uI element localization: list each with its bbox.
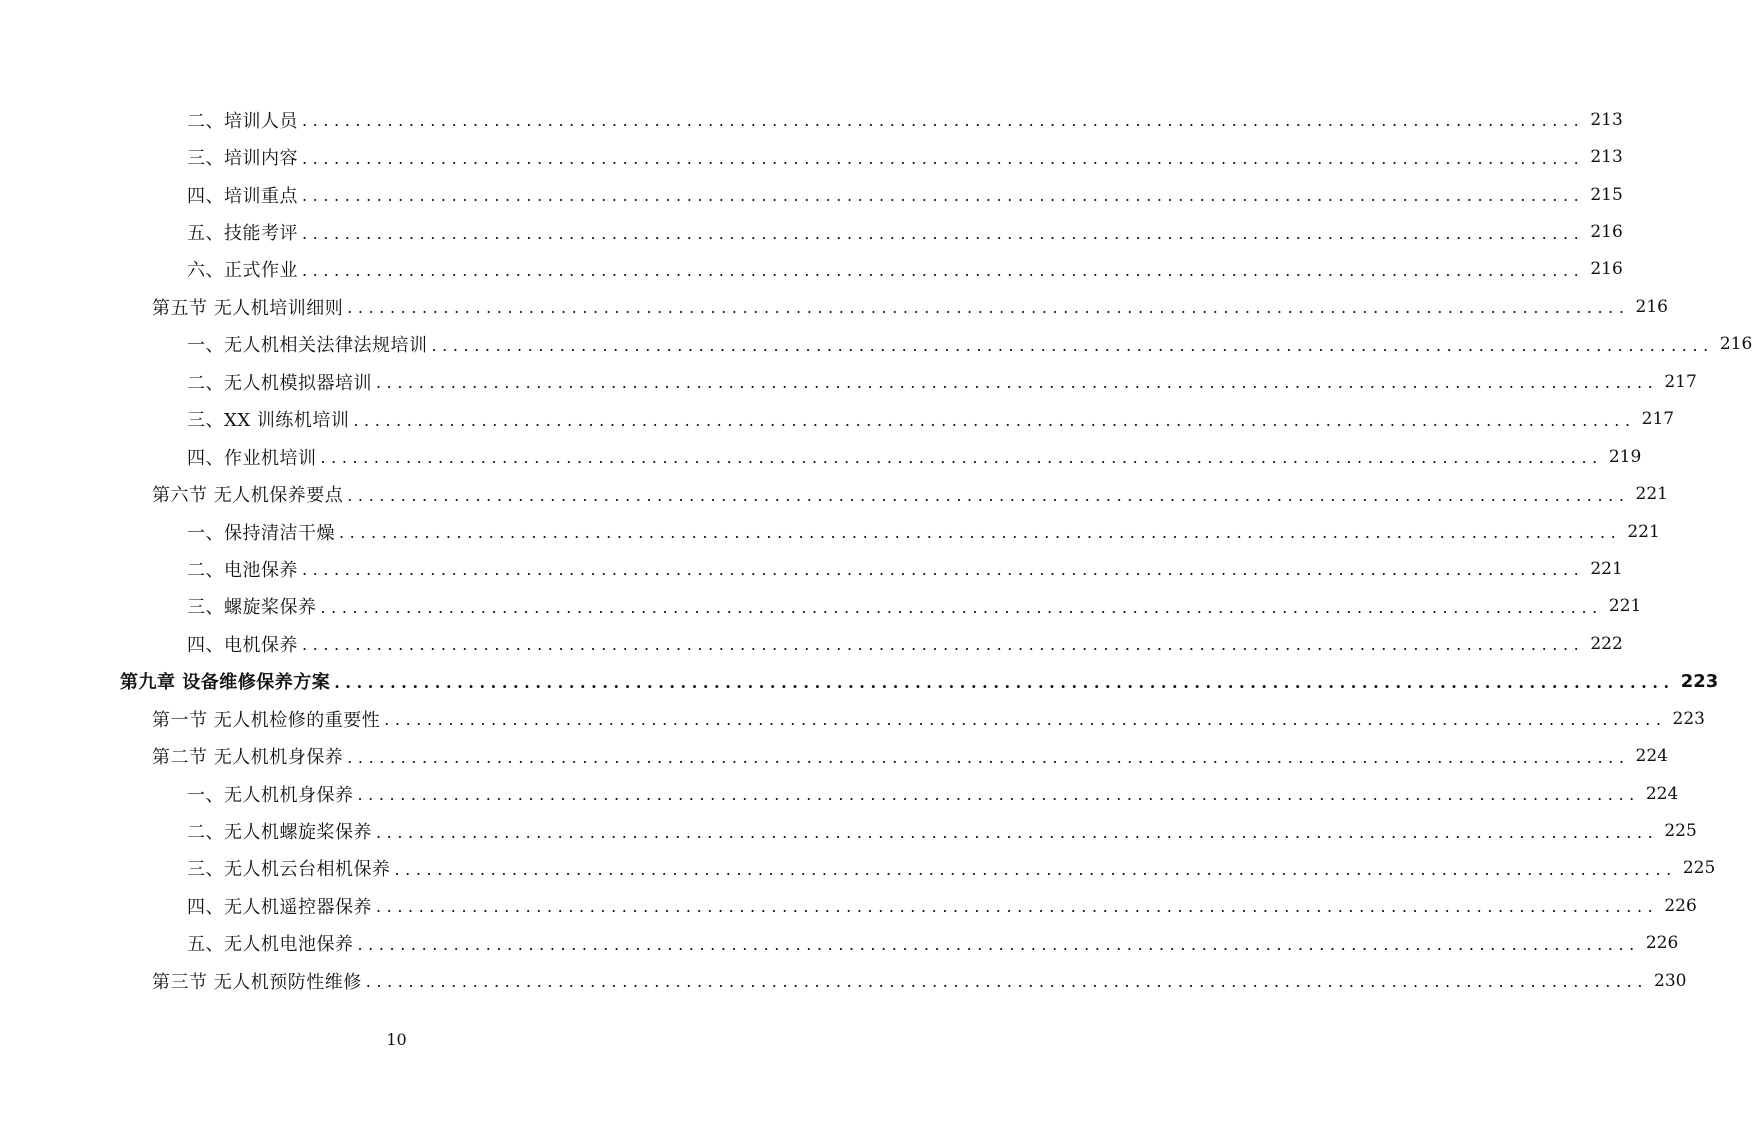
- toc-entry-page: 230: [1654, 970, 1687, 991]
- toc-entry-title: 五、技能考评: [187, 223, 298, 245]
- toc-entry-page: 216: [1590, 259, 1623, 280]
- toc-entry[interactable]: [187, 887, 1697, 924]
- toc-entry-page: 225: [1682, 858, 1716, 879]
- toc-entry-page: 223: [1672, 708, 1705, 729]
- toc-entry[interactable]: [187, 251, 1623, 288]
- dot-leader: ........................................................................................................................: [394, 859, 1677, 879]
- toc-entry[interactable]: [187, 588, 1642, 625]
- toc-entry[interactable]: [187, 101, 1623, 138]
- dot-leader: ........................................................................................................................: [302, 260, 1585, 280]
- toc-entry[interactable]: [187, 925, 1679, 962]
- dot-leader: ........................................................................................................................: [431, 335, 1714, 355]
- toc-entry-title: 第六节 无人机保养要点: [152, 485, 344, 507]
- toc-entry[interactable]: [187, 513, 1660, 550]
- toc-entry[interactable]: [187, 850, 1716, 887]
- dot-leader: ........................................................................................................................: [357, 785, 1640, 805]
- dot-leader: ........................................................................................................................: [302, 148, 1585, 168]
- toc-entry[interactable]: [187, 326, 1752, 363]
- toc-entry-page: 216: [1590, 222, 1623, 243]
- table-of-contents: [0, 101, 1752, 1000]
- toc-entry-page: 222: [1590, 633, 1623, 654]
- toc-entry-page: 216: [1635, 296, 1668, 317]
- toc-entry[interactable]: [120, 663, 1719, 700]
- toc-entry-page: 223: [1680, 670, 1719, 692]
- toc-entry-title: 三、无人机云台相机保养: [187, 859, 391, 881]
- page-number: 10: [386, 1030, 407, 1049]
- toc-entry-page: 216: [1719, 334, 1752, 355]
- toc-entry-title: 第二节 无人机机身保养: [152, 747, 344, 769]
- dot-leader: ........................................................................................................................: [302, 223, 1585, 243]
- toc-entry-page: 215: [1590, 184, 1623, 205]
- toc-entry[interactable]: [187, 213, 1623, 250]
- toc-entry-page: 221: [1627, 521, 1660, 542]
- toc-entry-title: 一、保持清洁干燥: [187, 522, 335, 544]
- toc-entry-page: 217: [1641, 409, 1675, 430]
- toc-entry-page: 225: [1664, 821, 1697, 842]
- toc-entry-title: 二、无人机螺旋桨保养: [187, 822, 372, 844]
- toc-entry[interactable]: [152, 475, 1668, 512]
- toc-entry-title: 三、培训内容: [187, 148, 298, 170]
- toc-entry-title: 二、电池保养: [187, 559, 298, 581]
- dot-leader: ........................................................................................................................: [353, 410, 1636, 430]
- toc-entry-title: 四、无人机遥控器保养: [187, 896, 372, 918]
- toc-entry[interactable]: [187, 363, 1697, 400]
- toc-entry-page: 213: [1590, 147, 1623, 168]
- toc-entry-title: 四、电机保养: [187, 634, 298, 656]
- dot-leader: ........................................................................................................................: [347, 485, 1630, 505]
- toc-entry-title: 第五节 无人机培训细则: [152, 297, 344, 319]
- dot-leader: ........................................................................................................................: [347, 298, 1630, 318]
- toc-entry[interactable]: [152, 700, 1705, 737]
- toc-entry[interactable]: [187, 550, 1623, 587]
- toc-entry-page: 221: [1590, 558, 1623, 579]
- toc-entry-title: 第一节 无人机检修的重要性: [152, 709, 381, 731]
- toc-entry-title: 三、XX 训练机培训: [187, 410, 350, 432]
- dot-leader: ........................................................................................................................: [320, 597, 1603, 617]
- toc-entry-title: 二、培训人员: [187, 110, 298, 132]
- toc-entry-title: 三、螺旋桨保养: [187, 597, 317, 619]
- dot-leader: ........................................................................................................................: [376, 373, 1659, 393]
- toc-entry[interactable]: [152, 288, 1668, 325]
- dot-leader: ........................................................................................................................: [339, 523, 1622, 543]
- toc-entry[interactable]: [152, 737, 1668, 774]
- dot-leader: ........................................................................................................................: [376, 822, 1659, 842]
- dot-leader: ........................................................................................................................: [384, 710, 1667, 730]
- toc-entry-page: 219: [1608, 446, 1642, 467]
- toc-entry-page: 226: [1645, 933, 1679, 954]
- dot-leader: ........................................................................................................................: [302, 111, 1585, 131]
- toc-entry[interactable]: [187, 812, 1697, 849]
- toc-entry-title: 六、正式作业: [187, 260, 298, 282]
- toc-entry-page: 221: [1635, 484, 1668, 505]
- toc-entry-title: 一、无人机相关法律法规培训: [187, 335, 428, 357]
- toc-entry-title: 二、无人机模拟器培训: [187, 372, 372, 394]
- dot-leader: ........................................................................................................................: [302, 186, 1585, 206]
- toc-entry-page: 224: [1635, 746, 1668, 767]
- toc-entry[interactable]: [187, 775, 1679, 812]
- toc-entry-page: 217: [1664, 371, 1697, 392]
- toc-entry-title: 第三节 无人机预防性维修: [152, 971, 362, 993]
- dot-leader: ........................................................................................................................: [376, 897, 1659, 917]
- toc-entry-title: 四、作业机培训: [187, 447, 317, 469]
- dot-leader: ........................................................................................................................: [357, 934, 1640, 954]
- toc-entry-title: 第九章 设备维修保养方案: [120, 672, 331, 694]
- toc-entry-title: 一、无人机机身保养: [187, 784, 354, 806]
- dot-leader: ........................................................................................................................: [302, 560, 1585, 580]
- dot-leader: ........................................................................................................................: [320, 448, 1603, 468]
- toc-entry[interactable]: [187, 625, 1623, 662]
- toc-entry[interactable]: [152, 962, 1687, 999]
- toc-entry-title: 四、培训重点: [187, 185, 298, 207]
- dot-leader: ........................................................................................................................: [302, 635, 1585, 655]
- dot-leader: ........................................................................................................................: [365, 972, 1649, 992]
- toc-entry[interactable]: [187, 176, 1623, 213]
- dot-leader: ........................................................................................................................: [347, 747, 1630, 767]
- toc-entry-page: 213: [1590, 109, 1623, 130]
- toc-entry-page: 224: [1645, 783, 1679, 804]
- toc-entry-title: 五、无人机电池保养: [187, 934, 354, 956]
- dot-leader: ........................................................................................................................: [334, 672, 1675, 692]
- toc-entry-page: 226: [1664, 895, 1697, 916]
- toc-entry[interactable]: [187, 138, 1623, 175]
- toc-entry[interactable]: [187, 438, 1642, 475]
- toc-entry-page: 221: [1608, 596, 1642, 617]
- toc-entry[interactable]: [187, 401, 1675, 438]
